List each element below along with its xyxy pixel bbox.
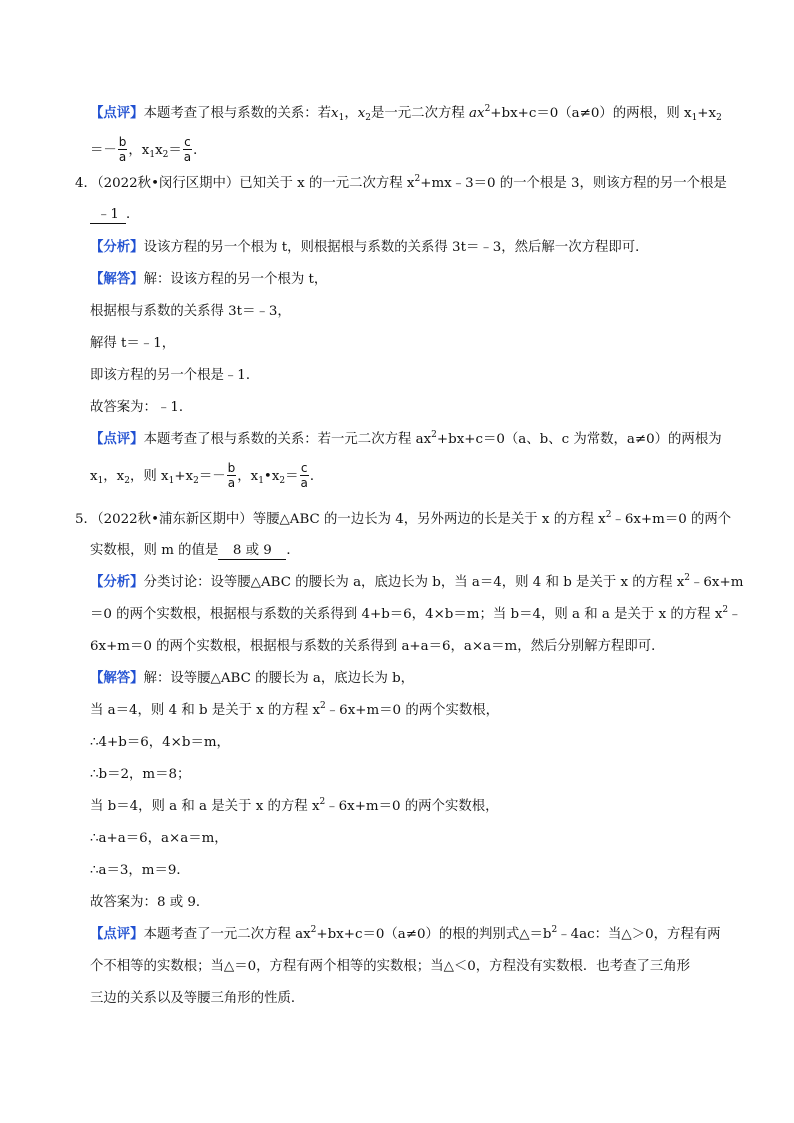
- q4-review-2: $x_1$，$x_2$，则 $x_1+x_2=-$ $\frac{b}{a}$ ，$x_1•x_2=$ $\frac{c}{a}$ ．: [90, 461, 324, 490]
- q5-solution-8: 故答案为：8 或 9．: [90, 895, 210, 910]
- q5-answer-blank: 8 或 9: [218, 543, 286, 560]
- q5-analysis-2: ＝0 的两个实数根，根据根与系数的关系得到 4+b＝6，4×b＝m；当 b＝4，则 a 和 a 是关于 x 的方程 $x^2﹣$: [90, 605, 742, 622]
- q4-analysis: 【分析】设该方程的另一个根为 t，则根据根与系数的关系得 3t＝﹣3，然后解一次方程即可．: [90, 240, 649, 255]
- fraction-b-over-a: $\frac{b}{a}$: [118, 135, 127, 164]
- q4-answer-blank: ﹣1: [90, 207, 126, 224]
- q5-analysis-1: 【分析】分类讨论：设等腰△ABC 的腰长为 a，底边长为 b，当 a＝4，则 4 和 b 是关于 x 的方程 $x^2﹣6x+m$: [90, 573, 744, 590]
- q5-review-1: 【点评】本题考查了一元二次方程 $ax^2+bx+c=0(a\ne 0)$的根的判别式$\triangle=b^2﹣4ac$：当△＞0，方程有两: [90, 925, 721, 942]
- fraction-c-over-a: $\frac{c}{a}$: [183, 135, 192, 164]
- q5-solution-7: ∴a＝3，m＝9．: [90, 863, 190, 878]
- q5-review-2: 个不相等的实数根；当△＝0，方程有两个相等的实数根；当△＜0，方程没有实数根．也考查了三角形: [90, 959, 691, 974]
- q5-solution-1: 【解答】解：设等腰△ABC 的腰长为 a，底边长为 b，: [90, 671, 415, 686]
- q4-solution-1: 【解答】解：设该方程的另一个根为 t，: [90, 272, 328, 287]
- q5-stem-line-2: 实数根，则 m 的值是 8 或 9 ．: [90, 543, 300, 558]
- fraction-c-over-a: $\frac{c}{a}$: [300, 461, 308, 490]
- review-tag: 【点评】: [90, 927, 144, 942]
- q3-review-line-1: 【点评】本题考查了根与系数的关系：若$x_1$，$x_2$是一元二次方程 $ax^2+bx+c=0(a\ne 0)$的两根，则 $x_1+x_2$: [90, 104, 722, 123]
- fraction-b-over-a: $\frac{b}{a}$: [227, 461, 236, 490]
- q5-stem: 5．（2022秋•浦东新区期中）等腰△ABC 的一边长为 4，另外两边的长是关于 x 的方程 $x^2﹣6x+m=0$ 的两个: [75, 510, 732, 527]
- q4-solution-3: 解得 t＝﹣1，: [90, 336, 176, 351]
- q5-solution-3: ∴4+b＝6，4×b＝m，: [90, 735, 230, 750]
- q3-review-line-2: ＝－ $\frac{b}{a}$ ，$x_1x_2=$ $\frac{c}{a}$ ．: [90, 135, 207, 164]
- q5-solution-6: ∴a+a＝6，a×a＝m，: [90, 831, 228, 846]
- q4-stem: 4．（2022秋•闵行区期中）已知关于 x 的一元二次方程 $x^2+mx﹣3=0$ 的一个根是 3，则该方程的另一个根是: [75, 174, 727, 191]
- q5-analysis-3: 6x+m＝0 的两个实数根，根据根与系数的关系得到 a+a＝6，a×a＝m，然后分别解方程即可．: [90, 639, 665, 654]
- q4-answer-line: ﹣1 ．: [90, 205, 139, 225]
- q4-solution-5: 故答案为：﹣1．: [90, 400, 193, 415]
- solution-tag: 【解答】: [90, 272, 144, 287]
- q5-review-3: 三边的关系以及等腰三角形的性质．: [90, 991, 305, 1006]
- q4-solution-4: 即该方程的另一个根是﹣1．: [90, 368, 260, 383]
- q4-solution-2: 根据根与系数的关系得 3t＝﹣3，: [90, 304, 291, 319]
- q5-solution-5: 当 b＝4，则 a 和 a 是关于 x 的方程 $x^2﹣6x+m=0$ 的两个实数根，: [90, 797, 499, 814]
- review-tag: 【点评】: [90, 432, 144, 447]
- q4-review-1: 【点评】本题考查了根与系数的关系：若一元二次方程 $ax^2+bx+c=0(a$、b、c 为常数，a≠0）的两根为: [90, 430, 722, 447]
- analysis-tag: 【分析】: [90, 240, 144, 255]
- q5-solution-4: ∴b＝2，m＝8；: [90, 767, 191, 782]
- q5-solution-2: 当 a＝4，则 4 和 b 是关于 x 的方程 $x^2﹣6x+m=0$ 的两个实数根，: [90, 701, 500, 718]
- solution-tag: 【解答】: [90, 671, 144, 686]
- review-tag: 【点评】: [90, 106, 144, 121]
- analysis-tag: 【分析】: [90, 575, 144, 590]
